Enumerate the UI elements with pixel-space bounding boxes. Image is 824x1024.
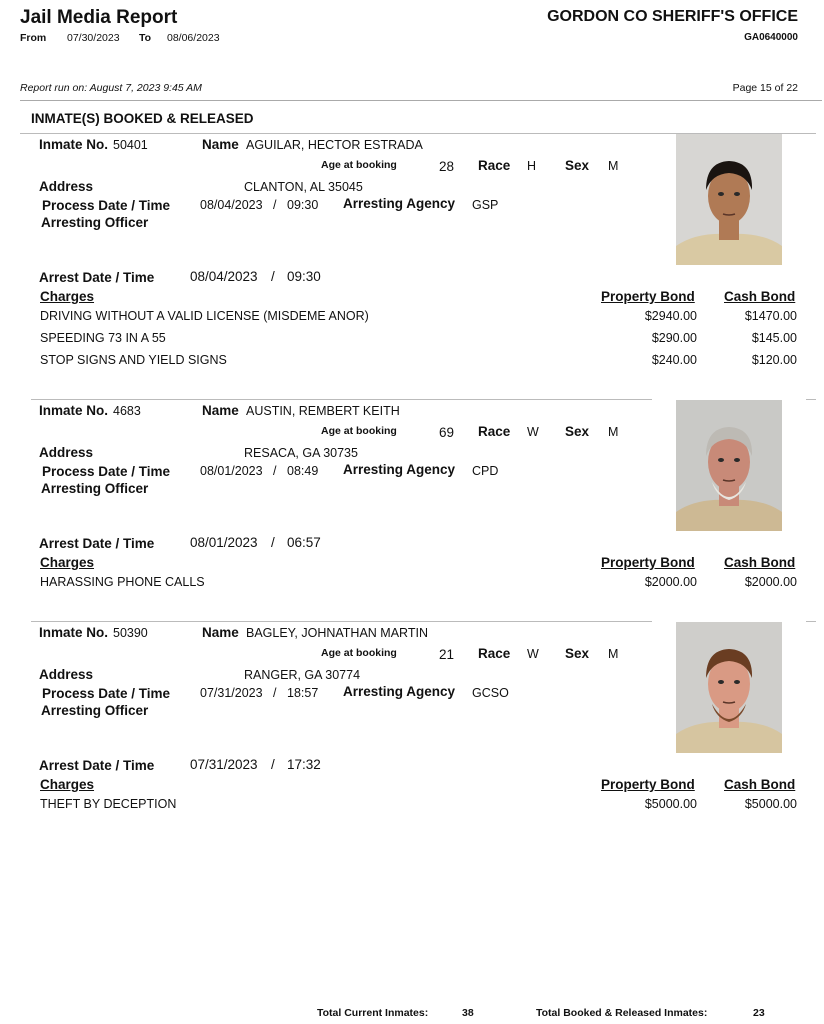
agency-code: GA0640000 [744, 32, 798, 43]
sex-value: M [608, 425, 619, 439]
arrest-date-label: Arrest Date / Time [39, 536, 155, 551]
address-value: RANGER, GA 30774 [244, 668, 361, 682]
inmate-no-value: 4683 [113, 404, 141, 418]
header-divider [20, 100, 822, 101]
charge-description: HARASSING PHONE CALLS [40, 575, 205, 589]
age-label: Age at booking [321, 425, 397, 437]
charges-header: Charges [40, 777, 95, 792]
report-title: Jail Media Report [20, 7, 178, 28]
property-bond-amount: $240.00 [651, 353, 697, 367]
name-label: Name [202, 137, 239, 152]
address-value: CLANTON, AL 35045 [244, 180, 363, 194]
age-value: 21 [439, 647, 455, 662]
to-date: 08/06/2023 [167, 32, 220, 44]
sex-label: Sex [565, 424, 590, 439]
cash-bond-amount: $120.00 [751, 353, 797, 367]
address-value: RESACA, GA 30735 [244, 446, 358, 460]
section-title: INMATE(S) BOOKED & RELEASED [31, 111, 254, 126]
inmate-photo [676, 134, 782, 265]
arresting-agency-label: Arresting Agency [343, 196, 456, 211]
process-date-label: Process Date / Time [42, 464, 171, 479]
report-run-on: Report run on: August 7, 2023 9:45 AM [20, 82, 202, 94]
process-slash: / [273, 686, 277, 700]
inmate-photo [676, 622, 782, 753]
arrest-date: 07/31/2023 [190, 757, 258, 772]
arrest-date: 08/04/2023 [190, 269, 258, 284]
race-label: Race [478, 424, 511, 439]
property-bond-amount: $2000.00 [644, 575, 697, 589]
process-time: 18:57 [287, 686, 319, 700]
arrest-time: 09:30 [287, 269, 321, 284]
race-label: Race [478, 158, 511, 173]
arresting-agency-label: Arresting Agency [343, 462, 456, 477]
age-value: 28 [439, 159, 455, 174]
arresting-agency-value: CPD [472, 464, 499, 478]
cash-bond-amount: $5000.00 [744, 797, 797, 811]
process-time: 09:30 [287, 198, 319, 212]
process-slash: / [273, 198, 277, 212]
arrest-date-label: Arrest Date / Time [39, 758, 155, 773]
arresting-agency-value: GCSO [472, 686, 509, 700]
race-label: Race [478, 646, 511, 661]
charge-description: THEFT BY DECEPTION [40, 797, 177, 811]
sex-value: M [608, 647, 619, 661]
address-label: Address [39, 667, 94, 682]
inmate-divider-right [806, 621, 816, 622]
address-label: Address [39, 179, 94, 194]
arrest-slash: / [271, 757, 275, 772]
property-bond-header: Property Bond [601, 555, 695, 570]
inmate-no-label: Inmate No. [39, 403, 109, 418]
race-value: W [527, 425, 539, 439]
inmate-divider [31, 621, 652, 622]
arrest-time: 17:32 [287, 757, 321, 772]
charges-header: Charges [40, 289, 95, 304]
arrest-date: 08/01/2023 [190, 535, 258, 550]
arrest-date-label: Arrest Date / Time [39, 270, 155, 285]
process-slash: / [273, 464, 277, 478]
charge-description: STOP SIGNS AND YIELD SIGNS [40, 353, 227, 367]
arresting-officer-label: Arresting Officer [41, 703, 149, 718]
total-current-value: 38 [462, 1007, 474, 1019]
cash-bond-amount: $145.00 [751, 331, 797, 345]
sex-label: Sex [565, 158, 590, 173]
property-bond-header: Property Bond [601, 777, 695, 792]
charge-description: DRIVING WITHOUT A VALID LICENSE (MISDEME ANOR) [40, 309, 369, 323]
process-date-label: Process Date / Time [42, 198, 171, 213]
inmate-no-value: 50390 [113, 626, 148, 640]
arrest-slash: / [271, 269, 275, 284]
inmate-no-label: Inmate No. [39, 625, 109, 640]
property-bond-amount: $290.00 [651, 331, 697, 345]
race-value: W [527, 647, 539, 661]
process-date: 07/31/2023 [200, 686, 263, 700]
arresting-agency-value: GSP [472, 198, 499, 212]
name-label: Name [202, 625, 239, 640]
arresting-officer-label: Arresting Officer [41, 481, 149, 496]
inmate-divider [31, 399, 652, 400]
inmate-divider-right [806, 399, 816, 400]
inmate-name: AGUILAR, HECTOR ESTRADA [246, 138, 423, 152]
total-current-label: Total Current Inmates: [317, 1007, 429, 1019]
address-label: Address [39, 445, 94, 460]
agency-name: GORDON CO SHERIFF'S OFFICE [547, 8, 798, 25]
from-date: 07/30/2023 [67, 32, 120, 44]
process-date: 08/04/2023 [200, 198, 263, 212]
property-bond-amount: $2940.00 [644, 309, 697, 323]
inmate-name: BAGLEY, JOHNATHAN MARTIN [246, 626, 428, 640]
total-booked-value: 23 [753, 1007, 765, 1019]
inmate-no-value: 50401 [113, 138, 148, 152]
cash-bond-amount: $1470.00 [744, 309, 797, 323]
sex-label: Sex [565, 646, 590, 661]
cash-bond-header: Cash Bond [724, 289, 796, 304]
inmate-photo [676, 400, 782, 531]
arrest-slash: / [271, 535, 275, 550]
to-label: To [139, 32, 152, 44]
arresting-officer-label: Arresting Officer [41, 215, 149, 230]
cash-bond-amount: $2000.00 [744, 575, 797, 589]
age-label: Age at booking [321, 647, 397, 659]
charges-header: Charges [40, 555, 95, 570]
process-time: 08:49 [287, 464, 319, 478]
property-bond-header: Property Bond [601, 289, 695, 304]
process-date-label: Process Date / Time [42, 686, 171, 701]
race-value: H [527, 159, 537, 173]
sex-value: M [608, 159, 619, 173]
cash-bond-header: Cash Bond [724, 777, 796, 792]
total-booked-label: Total Booked & Released Inmates: [536, 1007, 708, 1019]
cash-bond-header: Cash Bond [724, 555, 796, 570]
age-value: 69 [439, 425, 455, 440]
charge-description: SPEEDING 73 IN A 55 [40, 331, 166, 345]
name-label: Name [202, 403, 239, 418]
property-bond-amount: $5000.00 [644, 797, 697, 811]
arrest-time: 06:57 [287, 535, 321, 550]
from-label: From [20, 32, 47, 44]
process-date: 08/01/2023 [200, 464, 263, 478]
inmate-no-label: Inmate No. [39, 137, 109, 152]
arresting-agency-label: Arresting Agency [343, 684, 456, 699]
inmate-name: AUSTIN, REMBERT KEITH [246, 404, 400, 418]
age-label: Age at booking [321, 159, 397, 171]
page-number: Page 15 of 22 [732, 82, 798, 94]
